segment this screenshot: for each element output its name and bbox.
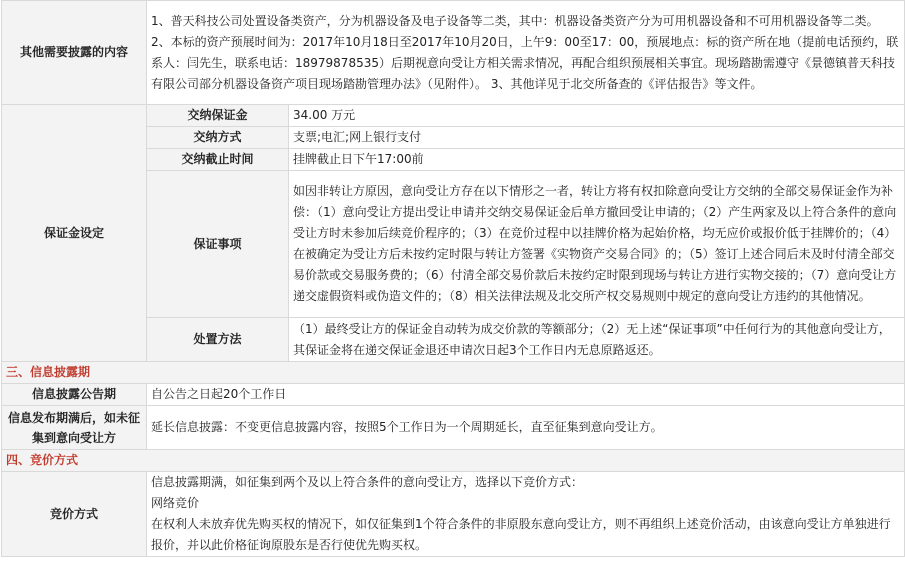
deposit-handling-value: （1）最终受让方的保证金自动转为成交价款的等额部分；（2）无上述“保证事项”中任何行为的其他意向受让方，其保证金将在递交保证金退还申请次日起3个工作日内无息原路返还。 [289, 318, 905, 362]
section4-title: 四、竞价方式 [2, 450, 905, 472]
disclosure-label: 其他需要披露的内容 [2, 1, 147, 105]
deposit-amount-value: 34.00 万元 [289, 105, 905, 127]
deposit-method-value: 支票;电汇;网上银行支付 [289, 127, 905, 149]
section3-header-row [2, 362, 905, 384]
disclosure-extend-row [2, 406, 905, 450]
deposit-terms-label: 保证事项 [147, 171, 289, 318]
section3-title: 三、信息披露期 [2, 362, 905, 384]
bidding-line-1: 信息披露期满，如征集到两个及以上符合条件的意向受让方，选择以下竞价方式： [151, 475, 584, 489]
bidding-method-value [147, 472, 905, 557]
disclosure-extend-value: 延长信息披露：不变更信息披露内容，按照5个工作日为一个周期延长，直至征集到意向受让方。 [147, 406, 905, 450]
disclosure-text: 1、普天科技公司处置设备类资产，分为机器设备及电子设备等二类，其中：机器设备类资产分为可用机器设备和不可用机器设备等二类。 2、本标的资产预展时间为：2017年10月18日至2017年10月20日，上午9：00至17：00，预展地点：标的资产所在地（提前电话预约，联系人：闫先生，联系电话：18979878535）后期视意向受让方相关需求情况，再配合组织预展相关事宜。现场踏勘需遵守《景德镇普天科技有限公司部分机器设备资产项目现场踏勘管理办法》（见附件）。 3、其他详见于北交所备查的《评估报告》等文件。 [147, 1, 905, 105]
deposit-handling-label: 处置方法 [147, 318, 289, 362]
bidding-line-3: 在权利人未放弃优先购买权的情况下，如仅征集到1个符合条件的非原股东意向受让方，则不再组织上述竞价活动，由该意向受让方单独进行报价，并以此价格征询原股东是否行使优先购买权。 [151, 517, 891, 552]
deposit-deadline-label: 交纳截止时间 [147, 149, 289, 171]
disclosure-row [2, 1, 905, 105]
bidding-method-label: 竞价方式 [2, 472, 147, 557]
disclosure-period-label: 信息披露公告期 [2, 384, 147, 406]
deposit-amount-row [2, 105, 905, 127]
section4-header-row [2, 450, 905, 472]
disclosure-period-row [2, 384, 905, 406]
bidding-line-2: 网络竞价 [151, 496, 200, 510]
deposit-method-label: 交纳方式 [147, 127, 289, 149]
deposit-amount-label: 交纳保证金 [147, 105, 289, 127]
asset-info-table [1, 0, 905, 557]
deposit-label: 保证金设定 [2, 105, 147, 362]
deposit-terms-value: 如因非转让方原因，意向受让方存在以下情形之一者，转让方将有权扣除意向受让方交纳的全部交易保证金作为补偿：（1）意向受让方提出受让申请并交纳交易保证金后单方撤回受让申请的；（2）产生两家及以上符合条件的意向受让方时未参加后续竞价程序的；（3）在竞价过程中以挂牌价格为起始价格，均无应价或报价低于挂牌价的；（4）在被确定为受让方后未按约定时限与转让方签署《实物资产交易合同》的；（5）签订上述合同后未及时付清全部交易价款或交易服务费的；（6）付清全部交易价款后未按约定时限到现场与转让方进行实物交接的；（7）意向受让方递交虚假资料或伪造文件的；（8）相关法律法规及北交所产权交易规则中规定的意向受让方违约的其他情况。 [289, 171, 905, 318]
bidding-method-row [2, 472, 905, 557]
deposit-deadline-value: 挂牌截止日下午17:00前 [289, 149, 905, 171]
disclosure-extend-label: 信息发布期满后，如未征集到意向受让方 [2, 406, 147, 450]
disclosure-period-value: 自公告之日起20个工作日 [147, 384, 905, 406]
